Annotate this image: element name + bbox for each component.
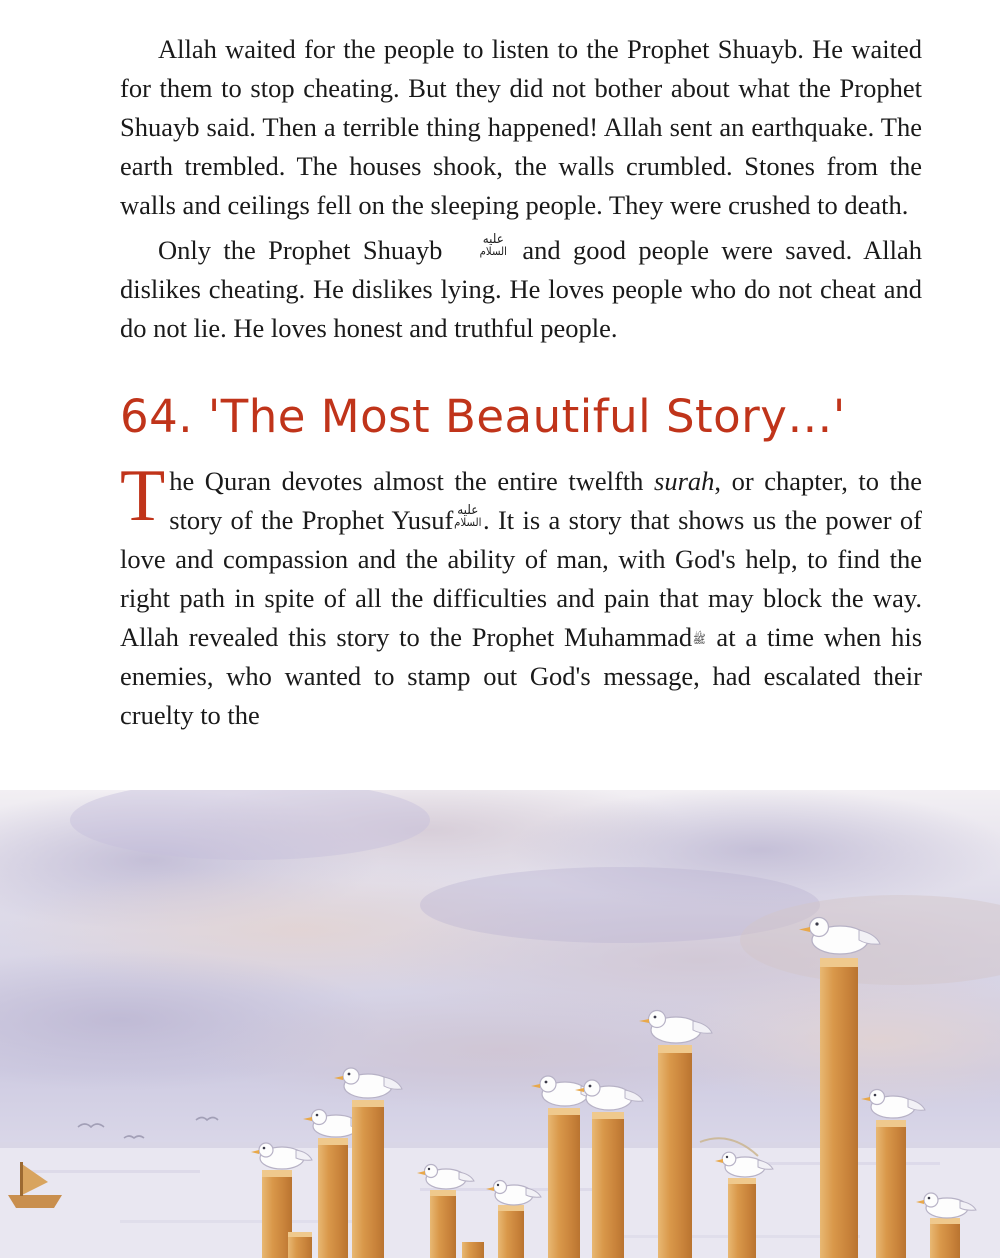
opening-part4: at a time when his enemies, who wanted to stamp out God's message, had escalated their cruelty to the bbox=[120, 622, 923, 731]
paragraph-2 bbox=[120, 231, 922, 348]
post bbox=[352, 1100, 384, 1258]
honorific-bottom-line: السلام bbox=[480, 245, 508, 259]
post bbox=[820, 958, 858, 1258]
chapter-opening-paragraph bbox=[120, 455, 923, 735]
text-column bbox=[120, 30, 922, 735]
paragraph-2-part2: and good people were saved. Allah dislikes cheating. He dislikes lying. He loves people who do not cheat and do not lie. He loves honest and truthful people. bbox=[120, 235, 922, 343]
italic-term-surah: surah bbox=[654, 466, 715, 497]
honorific-alayhis-salam-icon bbox=[445, 233, 507, 257]
post bbox=[548, 1108, 580, 1258]
paragraph-1: Allah waited for the people to listen to the Prophet Shuayb. He waited for them to stop cheating. But they did not bother about what the Prophet Shuayb said. Then a terrible thing happened! Allah sent an earthquake. The earth trembled. The houses shook, the walls crumbled. Stones from the walls and ceilings fell on the sleeping people. They were crushed to death. bbox=[120, 34, 922, 220]
honorific-top-line-2: عليه bbox=[457, 502, 479, 518]
opening-part1: he Quran devotes almost the entire twelfth bbox=[169, 466, 654, 497]
post bbox=[498, 1205, 524, 1258]
illustration-seagulls-on-posts bbox=[0, 790, 1000, 1258]
post bbox=[462, 1242, 484, 1258]
post bbox=[318, 1138, 348, 1258]
honorific-alayhis-salam-icon-2 bbox=[455, 504, 482, 528]
honorific-bottom-line-2: السلام bbox=[454, 515, 482, 529]
post bbox=[658, 1045, 692, 1258]
paragraph-2-part1: Only the Prophet Shuayb bbox=[158, 235, 443, 265]
post bbox=[728, 1178, 756, 1258]
honorific-top-line: عليه bbox=[483, 232, 505, 248]
opening-part2: , or chapter, to the story of the Prophet Yusuf bbox=[169, 466, 923, 536]
honorific-sallallahu-icon: ﷺ bbox=[692, 632, 706, 647]
post bbox=[592, 1112, 624, 1258]
illustration-svg bbox=[0, 790, 1000, 1258]
post bbox=[262, 1170, 292, 1258]
chapter-title: 64. 'The Most Beautiful Story…' bbox=[120, 390, 846, 443]
opening-part3: . It is a story that shows us the power of love and compassion and the ability of man, with God's help, to find the right path in spite of all the difficulties and pain that may block the way. Allah revealed this story to the Prophet Muhammad bbox=[120, 505, 922, 653]
post bbox=[430, 1190, 456, 1258]
post bbox=[876, 1120, 906, 1258]
drop-cap: T bbox=[120, 455, 166, 538]
